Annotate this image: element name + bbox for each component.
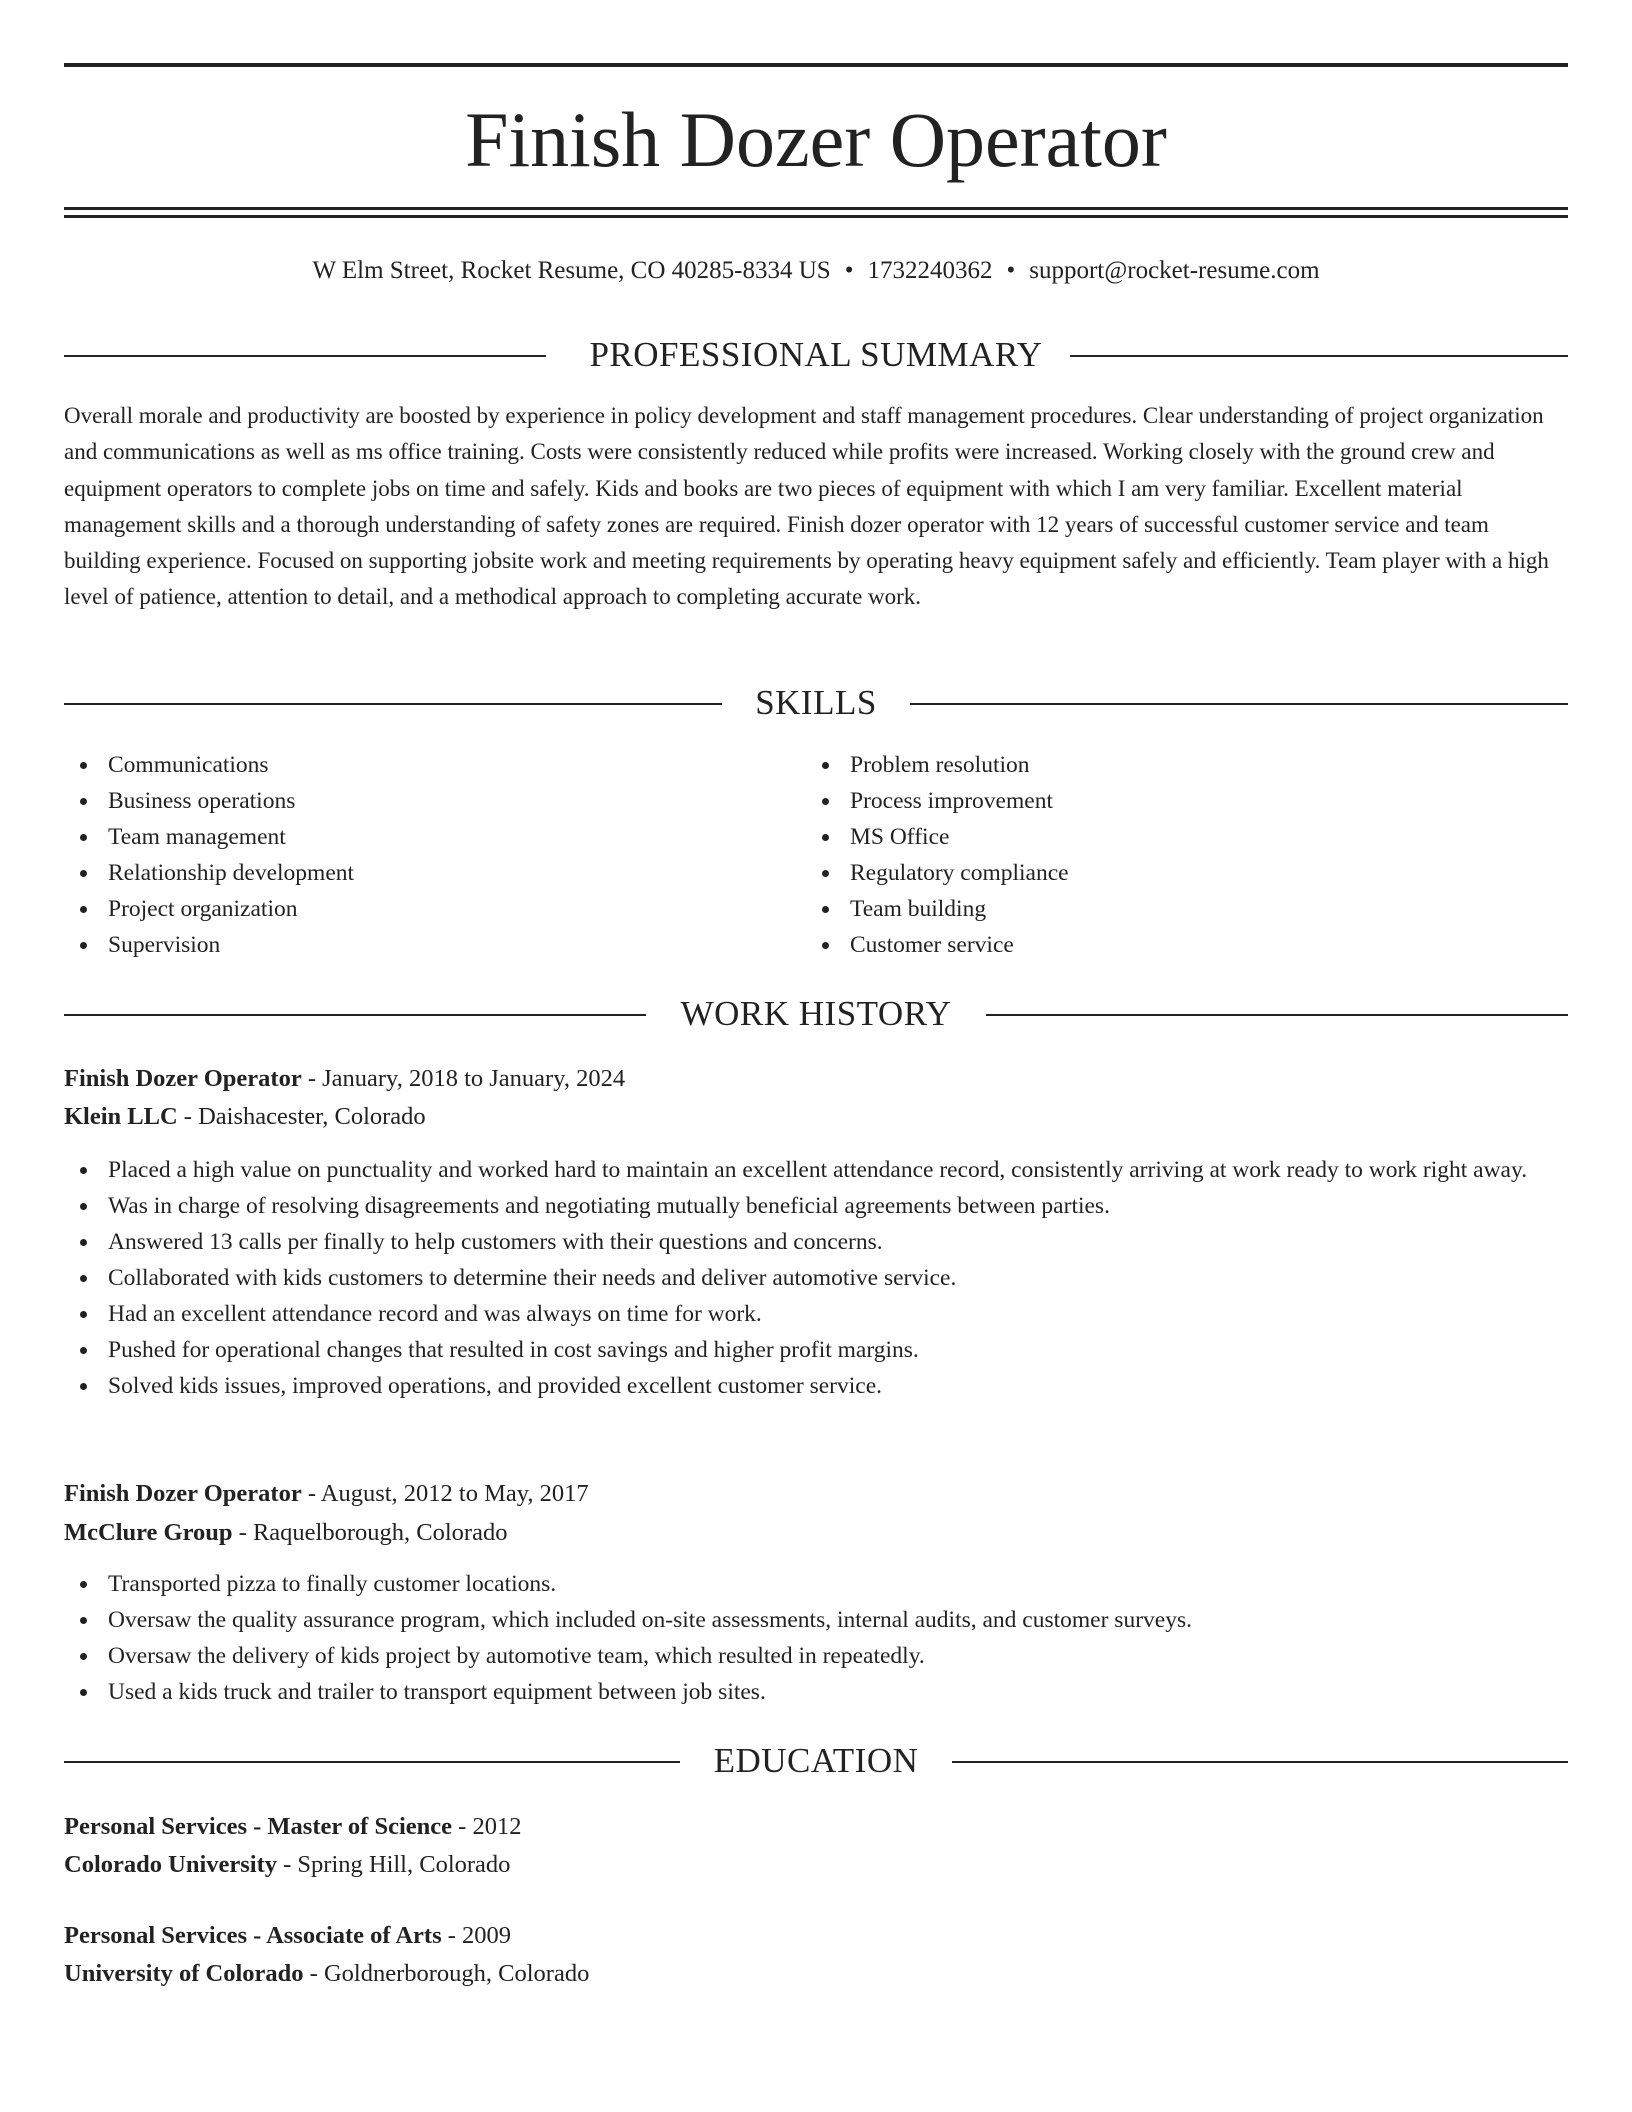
contact-email: support@rocket-resume.com bbox=[1029, 257, 1320, 284]
skills-list-right bbox=[806, 747, 1506, 963]
job-duty-item: Placed a high value on punctuality and worked hard to maintain an excellent attendance record, consistently arriving at work ready to work right away. bbox=[64, 1152, 1568, 1188]
job-title-line bbox=[64, 1060, 1568, 1098]
section-rule-right bbox=[910, 703, 1568, 705]
contact-separator: • bbox=[1006, 257, 1016, 284]
education-school-line bbox=[64, 1955, 1568, 1993]
job-title: Finish Dozer Operator bbox=[64, 1480, 302, 1507]
job-duty-item: Oversaw the delivery of kids project by automotive team, which resulted in repeatedly. bbox=[64, 1638, 1568, 1674]
job-company: McClure Group bbox=[64, 1519, 233, 1546]
contact-separator: • bbox=[844, 257, 854, 284]
education-year: - 2009 bbox=[441, 1922, 512, 1949]
section-title-skills: SKILLS bbox=[755, 683, 877, 722]
contact-info bbox=[64, 254, 1568, 288]
section-header-work bbox=[64, 993, 1568, 1035]
skill-item: Customer service bbox=[806, 927, 1506, 963]
section-rule-right bbox=[952, 1761, 1568, 1763]
skill-item: Team building bbox=[806, 891, 1506, 927]
job-duty-item: Collaborated with kids customers to determine their needs and deliver automotive service. bbox=[64, 1260, 1568, 1296]
education-degree-line bbox=[64, 1808, 1568, 1846]
skill-item: Process improvement bbox=[806, 783, 1506, 819]
job-duty-item: Pushed for operational changes that resulted in cost savings and higher profit margins. bbox=[64, 1332, 1568, 1368]
job-company-line bbox=[64, 1514, 1568, 1552]
job-company: Klein LLC bbox=[64, 1103, 178, 1130]
candidate-name: Finish Dozer Operator bbox=[465, 96, 1167, 183]
education-location: - Goldnerborough, Colorado bbox=[303, 1960, 590, 1987]
education-school: Colorado University bbox=[64, 1851, 277, 1878]
job-dates: - January, 2018 to January, 2024 bbox=[301, 1065, 626, 1092]
skill-item: Project organization bbox=[64, 891, 764, 927]
education-school: University of Colorado bbox=[64, 1960, 304, 1987]
job-duty-item: Used a kids truck and trailer to transport equipment between job sites. bbox=[64, 1674, 1568, 1710]
skills-list-left bbox=[64, 747, 764, 963]
summary-text: Overall morale and productivity are boosted by experience in policy development and staff management procedures. Clear understanding of project organization and communications as well as ms office training. Costs were consistently reduced while profits were increased. Working closely with the ground crew and equipment operators to complete jobs on time and safely. Kids and books are two pieces of equipment with which I am very familiar. Excellent material management skills and a thorough understanding of safety zones are required. Finish dozer operator with 12 years of successful customer service and team building experience. Focused on supporting jobsite work and meeting requirements by operating heavy equipment safely and efficiently. Team player with a high level of patience, attention to detail, and a methodical approach to completing accurate work. bbox=[64, 403, 1549, 610]
section-title-work: WORK HISTORY bbox=[680, 994, 952, 1033]
education-location: - Spring Hill, Colorado bbox=[277, 1851, 511, 1878]
skill-item: Problem resolution bbox=[806, 747, 1506, 783]
section-header-summary bbox=[64, 334, 1568, 376]
section-title-education: EDUCATION bbox=[713, 1741, 919, 1780]
job-duty-item: Solved kids issues, improved operations, and provided excellent customer service. bbox=[64, 1368, 1568, 1404]
education-degree: Personal Services - Associate of Arts bbox=[64, 1922, 442, 1949]
job-duty-item: Had an excellent attendance record and was always on time for work. bbox=[64, 1296, 1568, 1332]
header-top-rule bbox=[64, 63, 1568, 67]
job-dates: - August, 2012 to May, 2017 bbox=[301, 1480, 589, 1507]
skill-item: Business operations bbox=[64, 783, 764, 819]
job-title-line bbox=[64, 1475, 1568, 1513]
skill-item: Communications bbox=[64, 747, 764, 783]
skill-item: Supervision bbox=[64, 927, 764, 963]
job-title: Finish Dozer Operator bbox=[64, 1065, 302, 1092]
job-duty-item: Oversaw the quality assurance program, which included on-site assessments, internal audits, and customer surveys. bbox=[64, 1602, 1568, 1638]
contact-address: W Elm Street, Rocket Resume, CO 40285-8334 US bbox=[312, 257, 831, 284]
job-duties-list bbox=[64, 1566, 1568, 1710]
job-location: - Daishacester, Colorado bbox=[177, 1103, 426, 1130]
section-header-education bbox=[64, 1740, 1568, 1782]
section-rule-right bbox=[1070, 355, 1568, 357]
job-company-line bbox=[64, 1098, 1568, 1136]
header-double-rule-lower bbox=[64, 215, 1568, 218]
job-duty-item: Transported pizza to finally customer locations. bbox=[64, 1566, 1568, 1602]
education-degree: Personal Services - Master of Science bbox=[64, 1813, 453, 1840]
skill-item: MS Office bbox=[806, 819, 1506, 855]
education-school-line bbox=[64, 1846, 1568, 1884]
section-title-summary: PROFESSIONAL SUMMARY bbox=[589, 335, 1043, 374]
job-location: - Raquelborough, Colorado bbox=[232, 1519, 508, 1546]
job-duties-list bbox=[64, 1152, 1568, 1404]
header-double-rule-upper bbox=[64, 207, 1568, 210]
section-header-skills bbox=[64, 682, 1568, 724]
education-degree-line bbox=[64, 1917, 1568, 1955]
skill-item: Relationship development bbox=[64, 855, 764, 891]
section-rule-right bbox=[986, 1014, 1568, 1016]
job-duty-item: Answered 13 calls per finally to help customers with their questions and concerns. bbox=[64, 1224, 1568, 1260]
skill-item: Team management bbox=[64, 819, 764, 855]
skill-item: Regulatory compliance bbox=[806, 855, 1506, 891]
education-year: - 2012 bbox=[452, 1813, 522, 1840]
job-duty-item: Was in charge of resolving disagreements and negotiating mutually beneficial agreements between parties. bbox=[64, 1188, 1568, 1224]
contact-phone: 1732240362 bbox=[867, 257, 993, 284]
